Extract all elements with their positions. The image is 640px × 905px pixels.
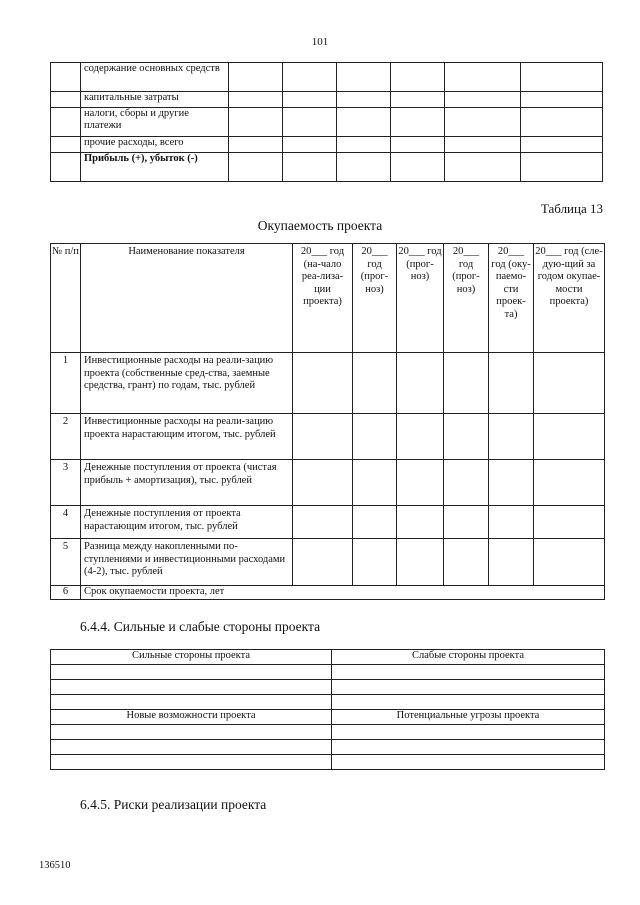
- opportunities-header: Новые возможности проекта: [51, 710, 332, 725]
- table-row: [51, 680, 605, 695]
- table-row: [51, 755, 605, 770]
- table-row: [51, 506, 605, 539]
- row-label: капитальные затраты: [81, 92, 229, 108]
- header-year: 20___ год (на-чало реа-лиза-ции проекта): [293, 244, 353, 353]
- swot-table: [50, 649, 605, 770]
- row-label: налоги, сборы и другие платежи: [81, 108, 229, 137]
- table-row: [51, 108, 603, 137]
- table-row: [51, 725, 605, 740]
- row-number: 5: [51, 539, 81, 586]
- row-number: 1: [51, 353, 81, 414]
- footer-code: 136510: [39, 860, 71, 871]
- table-row: [51, 695, 605, 710]
- section-heading-strengths-weaknesses: 6.4.4. Сильные и слабые стороны проекта: [80, 619, 321, 634]
- table-row: [51, 153, 603, 182]
- row-indicator: Денежные поступления от проекта (чистая прибыль + амортизация), тыс. рублей: [81, 460, 293, 506]
- row-number: 6: [51, 586, 81, 600]
- page-number: 101: [311, 36, 329, 48]
- table-title: Окупаемость проекта: [257, 218, 383, 233]
- header-year: 20___ год (сле-дую-щий за годом окупае-мости проекта): [534, 244, 605, 353]
- table-row: [51, 414, 605, 460]
- row-number: 4: [51, 506, 81, 539]
- row-number: 2: [51, 414, 81, 460]
- row-indicator: Разница между накопленными по-ступлениями и инвестиционными расходами (4-2), тыс. рублей: [81, 539, 293, 586]
- weaknesses-header: Слабые стороны проекта: [332, 650, 605, 665]
- header-number: № п/п: [51, 244, 81, 353]
- header-year: 20___ год (прог-ноз): [397, 244, 444, 353]
- previous-table-continuation: [50, 62, 603, 182]
- header-indicator: Наименование показателя: [81, 244, 293, 353]
- table-row: [51, 740, 605, 755]
- table-row: [51, 650, 605, 665]
- table-row: [51, 92, 603, 108]
- strengths-header: Сильные стороны проекта: [51, 650, 332, 665]
- row-label: прочие расходы, всего: [81, 137, 229, 153]
- row-indicator: Денежные поступления от проекта нарастающим итогом, тыс. рублей: [81, 506, 293, 539]
- table-row: [51, 710, 605, 725]
- table-caption: Таблица 13: [540, 201, 603, 216]
- table-row: [51, 137, 603, 153]
- row-indicator: Инвестиционные расходы на реали-зацию проекта нарастающим итогом, тыс. рублей: [81, 414, 293, 460]
- threats-header: Потенциальные угрозы проекта: [332, 710, 605, 725]
- table-row: [51, 539, 605, 586]
- row-indicator: Срок окупаемости проекта, лет: [81, 586, 605, 600]
- table-row: [51, 63, 603, 92]
- row-number: 3: [51, 460, 81, 506]
- payback-table: [50, 243, 605, 600]
- table-row: [51, 586, 605, 600]
- table-row: [51, 460, 605, 506]
- table-row: [51, 665, 605, 680]
- row-label: Прибыль (+), убыток (-): [81, 153, 229, 182]
- row-label: содержание основных средств: [81, 63, 229, 92]
- row-indicator: Инвестиционные расходы на реали-зацию проекта (собственные сред-ства, заемные средства, грант) по годам, тыс. рублей: [81, 353, 293, 414]
- header-year: 20___ год (прог-ноз): [444, 244, 489, 353]
- table-row: [51, 353, 605, 414]
- header-year: 20___ год (оку-паемо-сти проек-та): [489, 244, 534, 353]
- table-header-row: [51, 244, 605, 353]
- header-year: 20___ год (прог-ноз): [353, 244, 397, 353]
- section-heading-risks: 6.4.5. Риски реализации проекта: [80, 797, 267, 812]
